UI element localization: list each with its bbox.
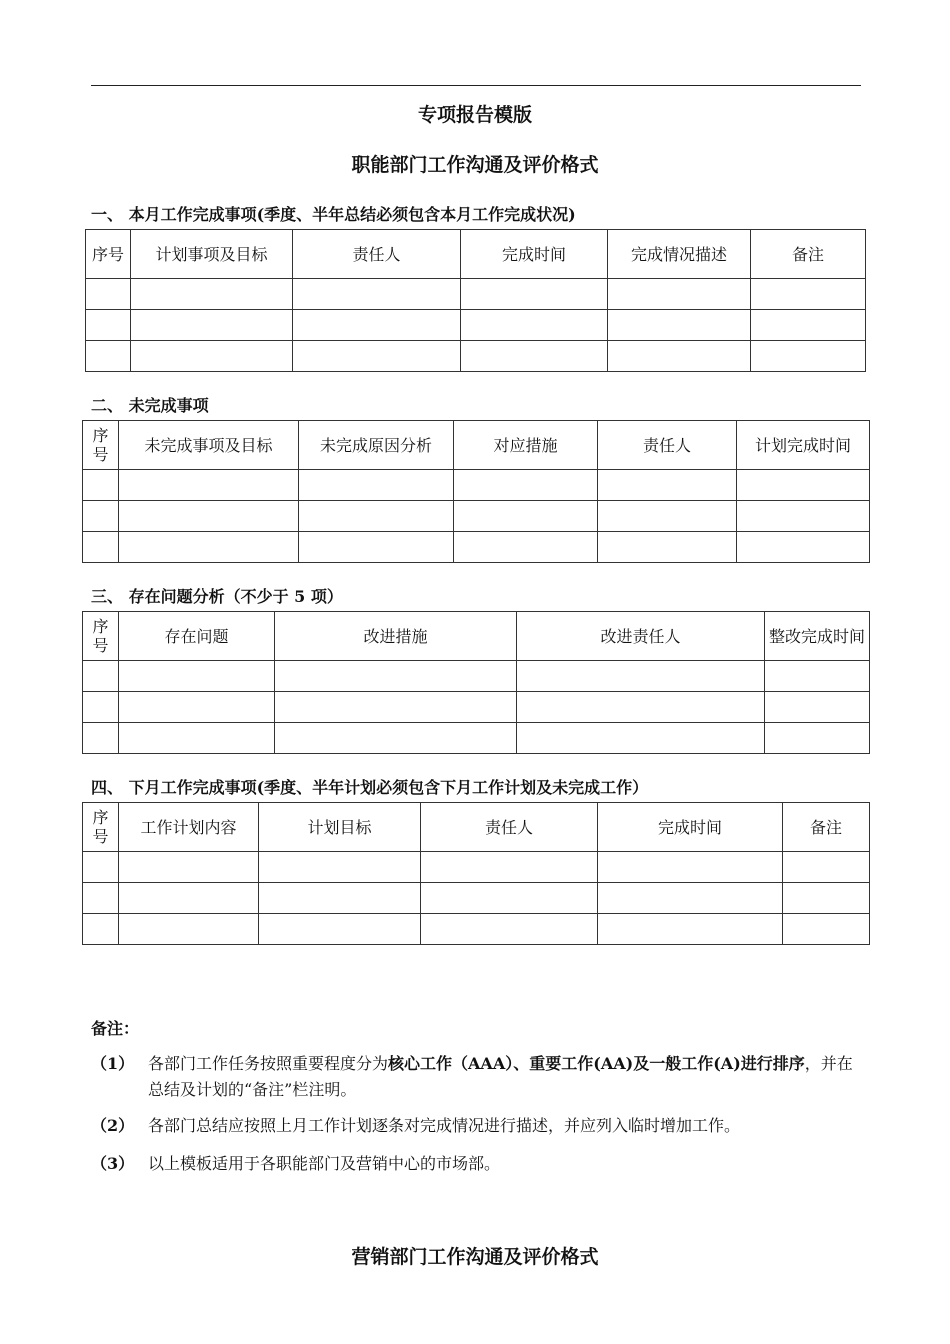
incomplete-items-table	[82, 420, 870, 563]
completed-items-table	[85, 229, 866, 372]
column-header: 存在问题	[119, 612, 275, 661]
table-row	[83, 692, 870, 723]
column-header: 责任人	[293, 230, 461, 279]
next-month-plan-table	[82, 802, 870, 945]
table-row	[83, 914, 870, 945]
note-text-part: 各部门工作任务按照重要程度分为	[148, 1054, 389, 1073]
note-number: （3）	[91, 1154, 135, 1173]
section-4-heading: 四、 下月工作完成事项(季度、半年计划必须包含下月工作计划及未完成工作）	[91, 778, 649, 797]
template-title: 专项报告模版	[417, 104, 532, 126]
column-header: 备注	[751, 230, 866, 279]
table-row	[83, 723, 870, 754]
table-row	[83, 883, 870, 914]
note-text: 以上模板适用于各职能部门及营销中心的市场部。	[148, 1154, 501, 1173]
section-3-heading: 三、 存在问题分析（不少于 5 项）	[91, 587, 343, 606]
note-number: （1）	[91, 1054, 135, 1073]
column-header: 责任人	[421, 803, 598, 852]
section-2-heading: 二、 未完成事项	[91, 396, 209, 415]
column-header: 完成时间	[598, 803, 783, 852]
marketing-dept-title: 营销部门工作沟通及评价格式	[351, 1246, 599, 1268]
functional-dept-title: 职能部门工作沟通及评价格式	[351, 154, 599, 176]
table-row	[83, 501, 870, 532]
column-header: 改进责任人	[517, 612, 765, 661]
table-header-row	[83, 803, 870, 852]
column-header: 计划完成时间	[737, 421, 870, 470]
table-header-row	[86, 230, 866, 279]
note-text	[148, 1051, 868, 1103]
table-row	[83, 852, 870, 883]
table-row	[86, 279, 866, 310]
column-header: 计划目标	[259, 803, 421, 852]
column-header: 序号	[83, 421, 119, 470]
column-header: 计划事项及目标	[131, 230, 293, 279]
column-header: 责任人	[598, 421, 737, 470]
column-header: 序号	[83, 803, 119, 852]
column-header: 序号	[83, 612, 119, 661]
column-header: 对应措施	[454, 421, 598, 470]
column-header: 序号	[86, 230, 131, 279]
table-header-row	[83, 612, 870, 661]
column-header: 工作计划内容	[119, 803, 259, 852]
table-header-row	[83, 421, 870, 470]
table-row	[86, 341, 866, 372]
column-header: 备注	[783, 803, 870, 852]
table-row	[83, 661, 870, 692]
table-row	[86, 310, 866, 341]
column-header: 未完成事项及目标	[119, 421, 299, 470]
header-rule	[91, 85, 861, 86]
note-text-bold: 核心工作（AAA）、重要工作(AA)及一般工作(A)进行排序	[388, 1054, 805, 1073]
column-header: 完成时间	[461, 230, 608, 279]
column-header: 整改完成时间	[765, 612, 870, 661]
note-number: （2）	[91, 1116, 135, 1135]
notes-label: 备注：	[91, 1019, 140, 1038]
column-header: 完成情况描述	[608, 230, 751, 279]
problem-analysis-table	[82, 611, 870, 754]
column-header: 未完成原因分析	[299, 421, 454, 470]
table-row	[83, 470, 870, 501]
note-text-part: ，并在总结及计划的“备注”栏注明。	[148, 1054, 853, 1099]
table-row	[83, 532, 870, 563]
note-text: 各部门总结应按照上月工作计划逐条对完成情况进行描述，并应列入临时增加工作。	[148, 1116, 741, 1135]
section-1-heading: 一、 本月工作完成事项(季度、半年总结必须包含本月工作完成状况)	[91, 205, 576, 224]
column-header: 改进措施	[275, 612, 517, 661]
